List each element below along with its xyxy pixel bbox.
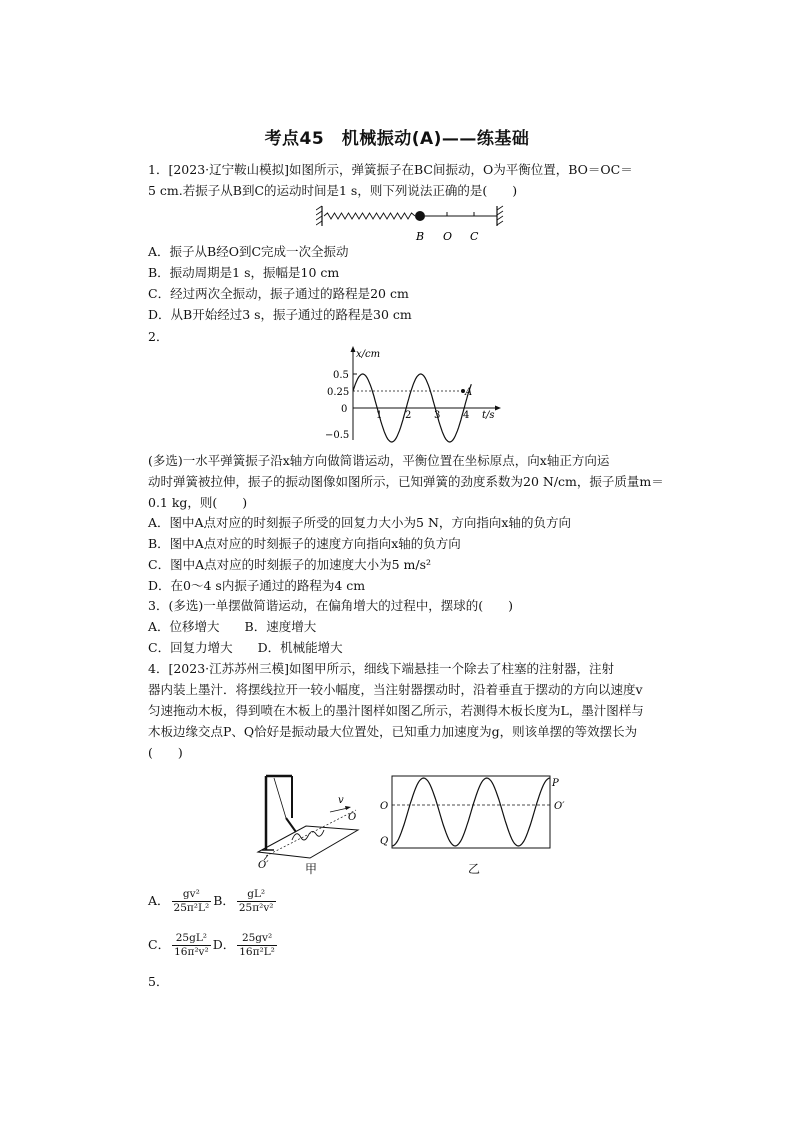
q4-option-b-label: B． [213,893,235,908]
q2-option-a: A．图中A点对应的时刻振子所受的回复力大小为5 N，方向指向x轴的负方向 [148,515,571,530]
q2-option-c: C．图中A点对应的时刻振子的加速度大小为5 m/s² [148,557,432,572]
xtick-2: 2 [405,410,412,421]
q4-option-b-numerator: gL² [237,888,276,902]
y-axis-label: x/cm [356,349,381,360]
q1-spring-figure [316,204,506,244]
label-p: P [552,778,559,789]
label-b: B [416,230,425,243]
q4-option-a-label: A． [148,893,170,908]
q2-stem-line2: 动时弹簧被拉伸，振子的振动图像如图所示，已知弹簧的劲度系数为20 N/cm，振子质量m＝ [148,474,664,489]
q2-number: 2． [148,329,169,344]
q2-vibration-graph [325,344,505,444]
ytick-0: 0.5 [333,370,349,381]
page-title: 考点45 机械振动(A)——练基础 [264,129,530,149]
oscillator-ball [415,211,425,221]
q4-option-c-numerator: 25gL² [172,932,211,946]
ink-wave [392,778,550,846]
q4-stem-line2: 器内装上墨汁．将摆线拉开一较小幅度，当注射器摆动时，沿着垂直于摆动的方向以速度v [148,682,643,697]
q5-number: 5． [148,974,169,989]
ytick-2: 0 [341,404,348,415]
figure-yi-caption: 乙 [468,862,481,876]
q4-option-c-denominator: 16π²v² [174,946,209,958]
q3-options-cd: C．回复力增大 D．机械能增大 [148,640,343,655]
q3-options-ab: A．位移增大 B．速度增大 [148,619,317,634]
x-axis-label: t/s [482,410,495,421]
q4-option-d-numerator: 25gv² [237,932,277,946]
q4-option-d-denominator: 16π²L² [239,946,275,958]
q4-option-b [237,888,276,915]
q4-stem-line1: 4．[2023·江苏苏州三模]如图甲所示，细线下端悬挂一个除去了柱塞的注射器，注射 [148,661,614,676]
xtick-1: 1 [376,410,383,421]
q1-option-c: C．经过两次全振动，振子通过的路程是20 cm [148,286,409,301]
label-c: C [470,230,479,243]
q4-options-ab [148,888,278,915]
label-o: O [443,230,453,243]
label-o-jia: O [348,812,357,823]
q4-stem-line3: 匀速拖动木板，得到喷在木板上的墨汁图样如图乙所示，若测得木板长度为L，墨汁图样与 [148,703,644,718]
q4-option-c-label: C． [148,937,171,952]
q4-figure-yi [378,772,574,852]
label-v: v [338,795,344,806]
q4-stem-line5: ( ) [148,745,183,760]
q1-option-d: D．从B开始经过3 s，振子通过的路程是30 cm [148,307,412,322]
q1-stem-line1: 1．[2023·辽宁鞍山模拟]如图所示，弹簧振子在BC间振动，O为平衡位置，BO＝OC＝ [148,162,633,177]
ytick-3: −0.5 [325,430,350,441]
label-o-prime-yi: O′ [554,801,565,812]
ytick-1: 0.25 [327,387,350,398]
q1-stem-line2: 5 cm.若振子从B到C的运动时间是1 s，则下列说法正确的是( ) [148,183,518,198]
q4-options-cd [148,932,279,959]
q2-stem-line3: 0.1 kg，则( ) [148,495,248,510]
label-q: Q [380,836,389,847]
label-o-yi: O [380,801,389,812]
q4-option-d [237,932,277,959]
q3-stem: 3．(多选)一单摆做简谐运动，在偏角增大的过程中，摆球的( ) [148,598,513,613]
q4-option-a-numerator: gv² [172,888,212,902]
q2-stem-line1: (多选)一水平弹簧振子沿x轴方向做简谐运动，平衡位置在坐标原点，向x轴正方向运 [148,453,610,468]
q1-option-b: B．振动周期是1 s，振幅是10 cm [148,265,340,280]
xtick-3: 3 [434,410,441,421]
q1-option-a: A．振子从B经O到C完成一次全振动 [148,244,349,259]
q2-option-d: D．在0～4 s内振子通过的路程为4 cm [148,578,366,593]
q4-stem-line4: 木板边缘交点P、Q恰好是振动最大位置处，已知重力加速度为g，则该单摆的等效摆长为 [148,724,638,739]
point-a-label: A [465,387,473,398]
q4-option-a [172,888,212,915]
xtick-4: 4 [463,410,470,421]
q4-option-b-denominator: 25π²v² [238,902,274,914]
q4-option-c [172,932,211,959]
label-o-prime-jia: O′ [258,860,269,871]
q2-option-b: B．图中A点对应的时刻振子的速度方向指向x轴的负方向 [148,536,461,551]
figure-jia-caption: 甲 [305,862,318,876]
q4-option-a-denominator: 25π²L² [173,902,210,914]
q4-option-d-label: D． [212,937,236,952]
